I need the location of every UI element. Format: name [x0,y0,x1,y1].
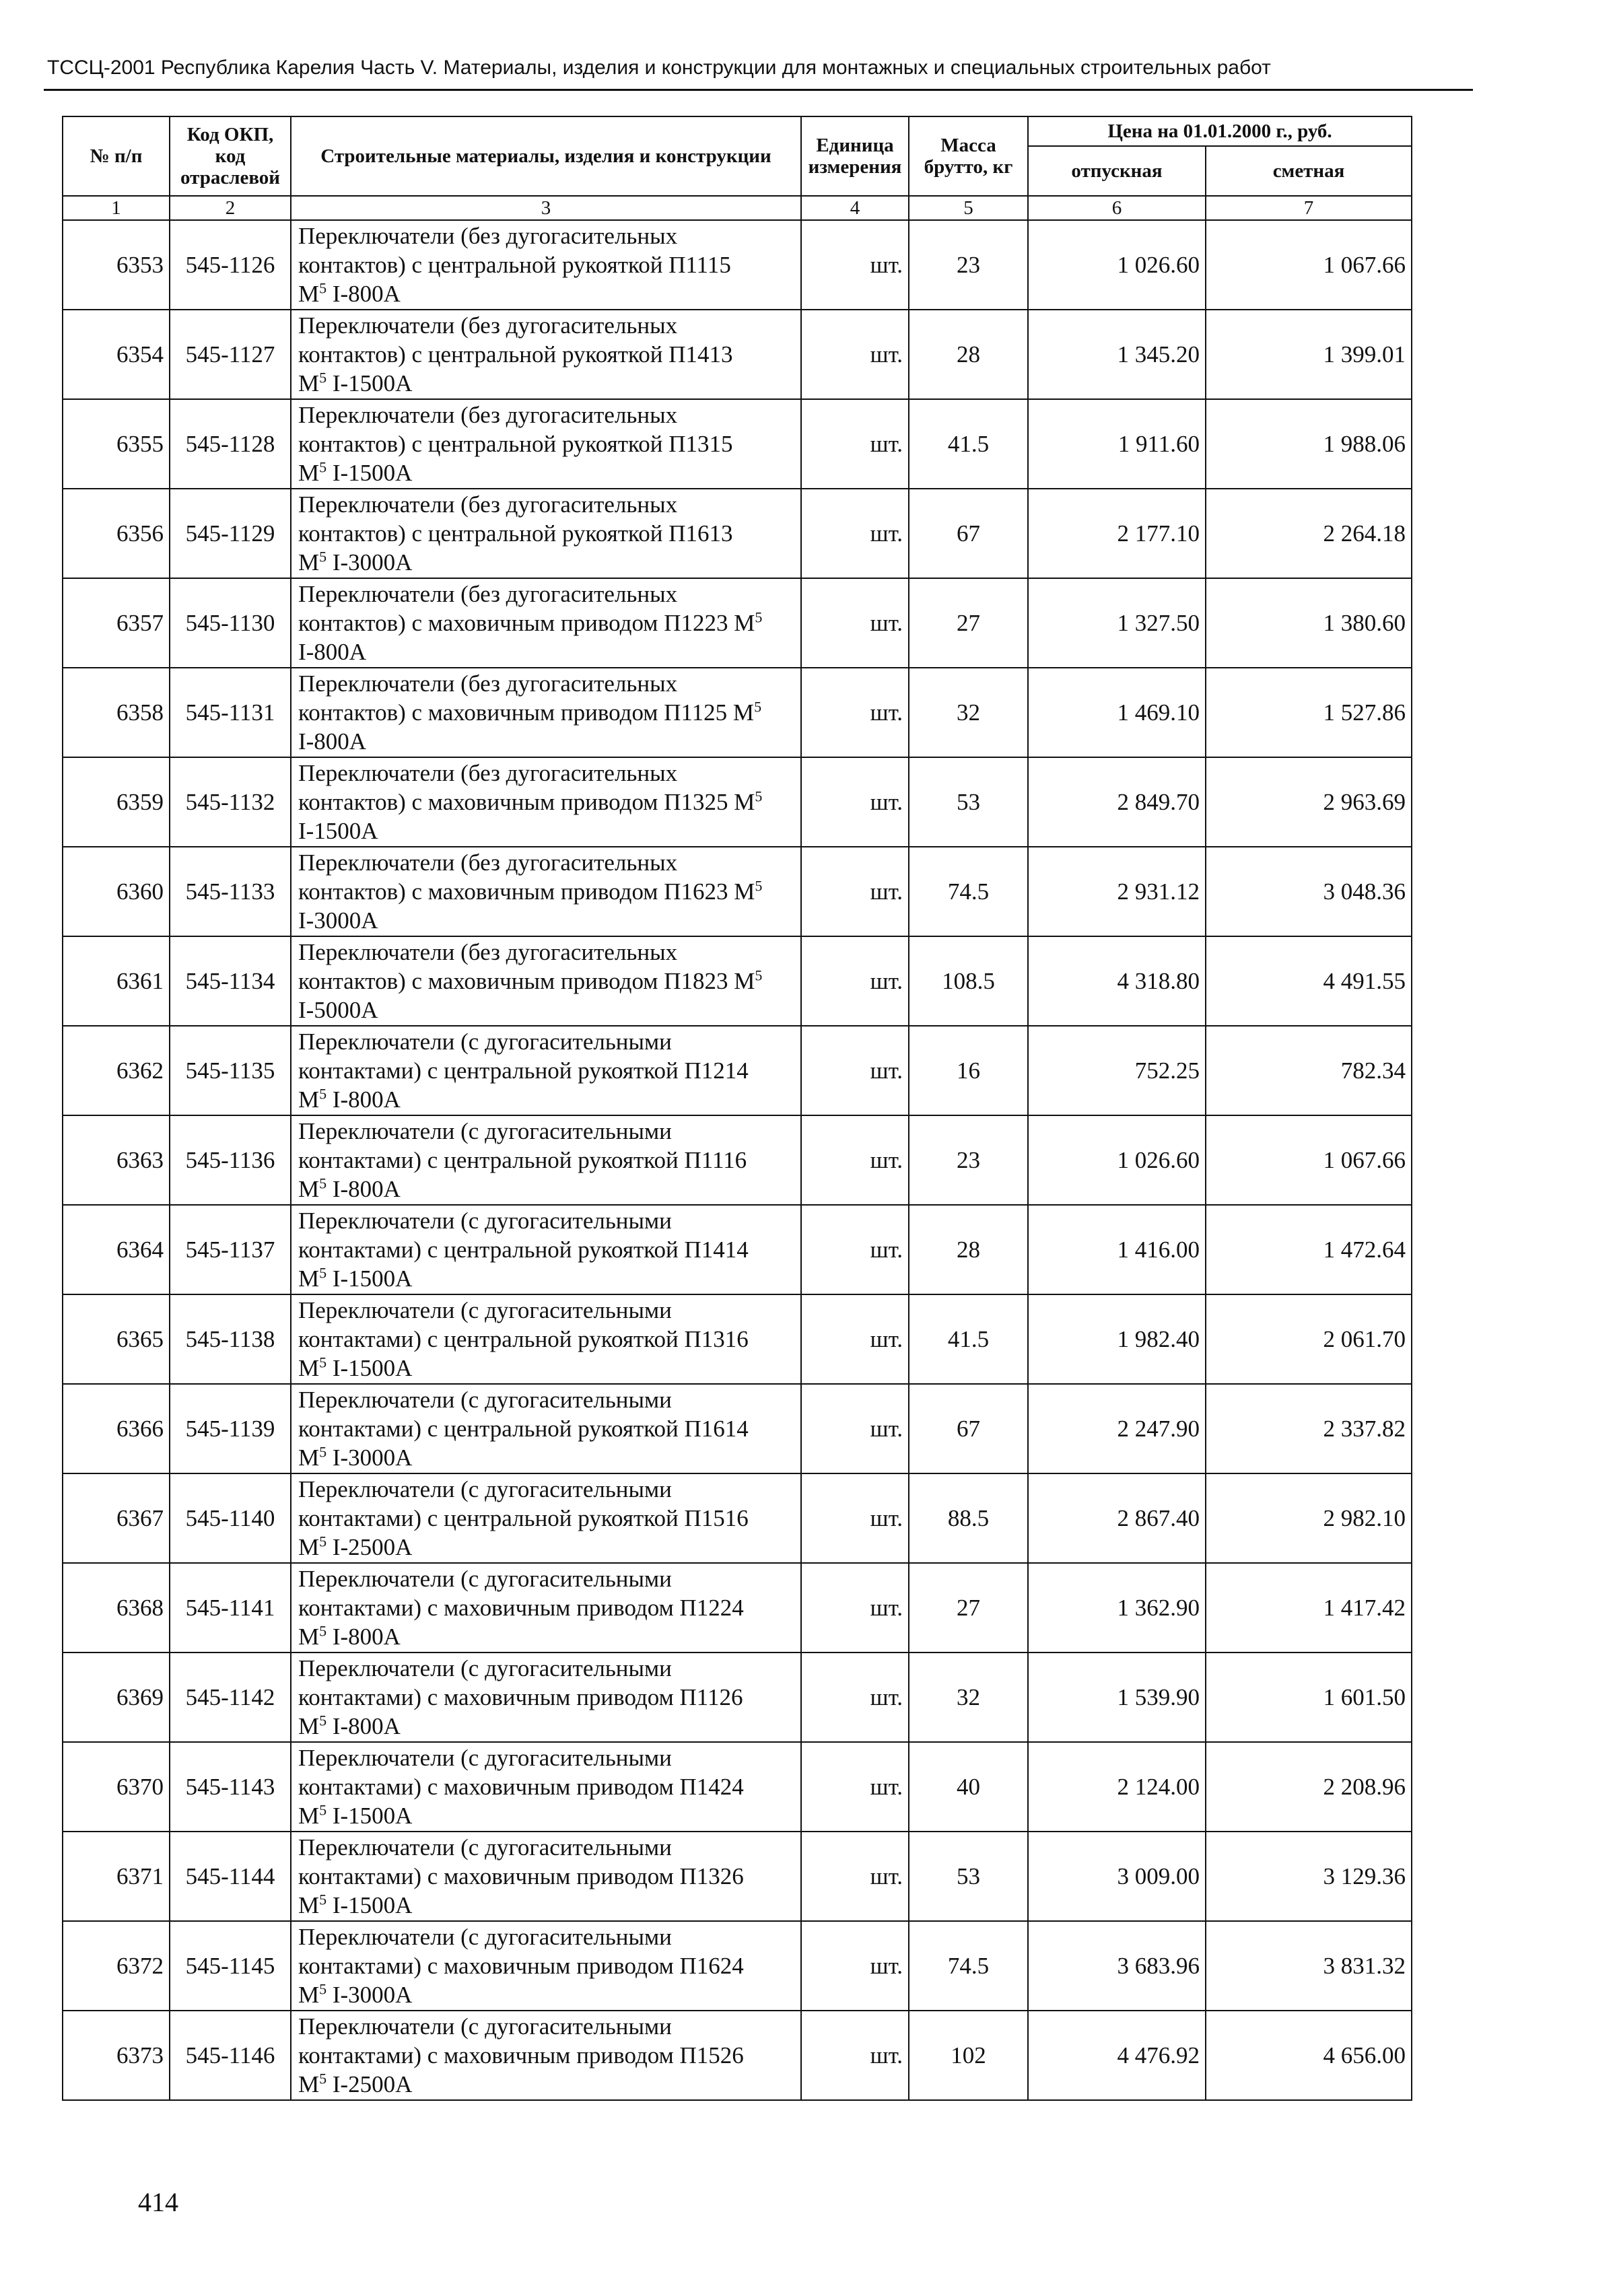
name-superscript: 5 [755,877,763,895]
name-line: М [298,2071,320,2097]
name-superscript: 5 [319,1980,327,1998]
cell-price-estimate: 1 472.64 [1206,1205,1412,1294]
name-line: М [298,370,320,396]
column-number: 5 [909,196,1028,220]
name-line: I-3000А [298,907,378,934]
cell-price-estimate: 1 527.86 [1206,668,1412,757]
name-line: Переключатели (без дугогасительных [298,760,678,786]
cell-price-release: 1 469.10 [1028,668,1206,757]
name-line: контактами) с маховичным приводом П1424 [298,1774,744,1800]
cell-name [291,668,801,757]
name-line: Переключатели (без дугогасительных [298,849,678,876]
cell-price-estimate: 2 208.96 [1206,1742,1412,1832]
cell-price-release: 4 318.80 [1028,936,1206,1026]
cell-code: 545-1145 [170,1921,291,2011]
cell-price-release: 1 345.20 [1028,310,1206,399]
cell-code: 545-1141 [170,1563,291,1653]
cell-code: 545-1136 [170,1115,291,1205]
name-superscript: 5 [755,788,763,805]
cell-price-release: 2 177.10 [1028,489,1206,578]
name-line: М [298,1624,320,1650]
name-line: контактами) с центральной рукояткой П1116 [298,1147,747,1173]
cell-name [291,1384,801,1473]
name-superscript: 5 [319,2070,327,2087]
name-superscript: 5 [319,458,327,476]
cell-mass: 41.5 [909,399,1028,489]
cell-unit: шт. [801,847,909,936]
cell-code: 545-1137 [170,1205,291,1294]
name-line: I-800А [326,1713,401,1739]
name-line: Переключатели (без дугогасительных [298,491,678,518]
name-superscript: 5 [319,279,327,297]
cell-mass: 40 [909,1742,1028,1832]
column-number-row [63,196,1412,220]
cell-price-release: 2 247.90 [1028,1384,1206,1473]
name-line: Переключатели (без дугогасительных [298,312,678,339]
table-row [63,399,1412,489]
name-line: М [298,1355,320,1381]
cell-unit: шт. [801,1742,909,1832]
name-line: I-800А [326,1624,401,1650]
name-line: I-3000А [326,1982,413,2008]
cell-idx: 6356 [63,489,170,578]
table-row [63,1742,1412,1832]
cell-idx: 6373 [63,2011,170,2100]
cell-unit: шт. [801,399,909,489]
name-line: контактов) с маховичным приводом П1823 М [298,968,755,994]
table-row [63,1832,1412,1921]
name-line: контактов) с центральной рукояткой П1613 [298,520,733,547]
column-number: 4 [801,196,909,220]
cell-mass: 23 [909,1115,1028,1205]
cell-unit: шт. [801,757,909,847]
name-line: I-1500А [326,370,413,396]
cell-price-estimate: 4 491.55 [1206,936,1412,1026]
name-superscript: 5 [319,1712,327,1729]
cell-price-estimate: 2 337.82 [1206,1384,1412,1473]
cell-code: 545-1129 [170,489,291,578]
name-superscript: 5 [319,1622,327,1640]
name-line: I-800А [326,281,401,307]
cell-price-release: 1 327.50 [1028,578,1206,668]
cell-mass: 41.5 [909,1294,1028,1384]
col-header-unit: Единица измерения [801,116,909,196]
cell-code: 545-1142 [170,1653,291,1742]
name-superscript: 5 [319,1175,327,1192]
cell-code: 545-1135 [170,1026,291,1115]
name-line: контактов) с маховичным приводом П1623 М [298,878,755,905]
cell-unit: шт. [801,310,909,399]
cell-price-release: 4 476.92 [1028,2011,1206,2100]
name-line: Переключатели (без дугогасительных [298,581,678,607]
cell-mass: 88.5 [909,1473,1028,1563]
cell-mass: 32 [909,668,1028,757]
cell-price-estimate: 2 061.70 [1206,1294,1412,1384]
cell-name [291,1205,801,1294]
table-row [63,310,1412,399]
cell-name [291,1294,801,1384]
table-row [63,1026,1412,1115]
cell-unit: шт. [801,578,909,668]
name-line: Переключатели (с дугогасительными [298,1297,672,1323]
cell-unit: шт. [801,1115,909,1205]
cell-name [291,2011,801,2100]
cell-name [291,578,801,668]
cell-mass: 28 [909,310,1028,399]
name-superscript: 5 [319,1801,327,1819]
running-header: ТССЦ-2001 Республика Карелия Часть V. Материалы, изделия и конструкции для монтажных и специальных строительных работ [47,57,1271,79]
cell-idx: 6353 [63,220,170,310]
cell-unit: шт. [801,1384,909,1473]
name-line: Переключатели (с дугогасительными [298,1208,672,1234]
name-line: контактов) с центральной рукояткой П1115 [298,252,731,278]
col-header-price-estimate: сметная [1206,146,1412,196]
table-row [63,1384,1412,1473]
table-row [63,757,1412,847]
name-superscript: 5 [319,1443,327,1461]
name-line: I-1500А [326,1892,413,1918]
cell-mass: 74.5 [909,847,1028,936]
name-line: М [298,1534,320,1560]
name-line: Переключатели (с дугогасительными [298,1834,672,1860]
name-line: контактов) с центральной рукояткой П1315 [298,431,733,457]
cell-idx: 6359 [63,757,170,847]
cell-code: 545-1138 [170,1294,291,1384]
table-row [63,1115,1412,1205]
cell-unit: шт. [801,2011,909,2100]
cell-unit: шт. [801,1026,909,1115]
cell-mass: 74.5 [909,1921,1028,2011]
cell-code: 545-1132 [170,757,291,847]
cell-name [291,1832,801,1921]
name-superscript: 5 [319,1085,327,1103]
name-line: I-800А [298,639,367,665]
name-line: М [298,281,320,307]
cell-unit: шт. [801,1473,909,1563]
name-line: контактами) с маховичным приводом П1526 [298,2042,744,2068]
name-line: I-3000А [326,1445,413,1471]
table-row [63,936,1412,1026]
cell-mass: 53 [909,1832,1028,1921]
table-row [63,1563,1412,1653]
name-line: I-1500А [298,818,378,844]
cell-price-estimate: 3 129.36 [1206,1832,1412,1921]
cell-unit: шт. [801,1563,909,1653]
cell-code: 545-1127 [170,310,291,399]
table-row [63,1294,1412,1384]
price-table [62,116,1412,2101]
name-line: контактами) с маховичным приводом П1326 [298,1863,744,1889]
cell-price-release: 1 026.60 [1028,1115,1206,1205]
cell-idx: 6354 [63,310,170,399]
cell-name [291,1026,801,1115]
cell-name [291,936,801,1026]
name-line: Переключатели (с дугогасительными [298,1476,672,1502]
cell-price-release: 752.25 [1028,1026,1206,1115]
name-line: I-5000А [298,997,378,1023]
name-line: контактов) с маховичным приводом П1223 М [298,610,755,636]
cell-price-release: 2 124.00 [1028,1742,1206,1832]
name-line: Переключатели (с дугогасительными [298,1566,672,1592]
cell-name [291,847,801,936]
cell-price-estimate: 1 067.66 [1206,220,1412,310]
name-line: М [298,460,320,486]
cell-idx: 6366 [63,1384,170,1473]
name-superscript: 5 [755,608,763,626]
name-line: I-800А [298,728,367,755]
col-header-price-group: Цена на 01.01.2000 г., руб. [1028,116,1412,146]
cell-price-estimate: 1 067.66 [1206,1115,1412,1205]
name-line: контактами) с центральной рукояткой П1516 [298,1505,749,1531]
name-superscript: 5 [319,1264,327,1282]
name-line: I-1500А [326,1803,413,1829]
cell-mass: 27 [909,578,1028,668]
name-line: Переключатели (без дугогасительных [298,939,678,965]
name-line: контактами) с центральной рукояткой П1316 [298,1326,749,1352]
cell-idx: 6362 [63,1026,170,1115]
cell-price-release: 1 362.90 [1028,1563,1206,1653]
name-line: Переключатели (без дугогасительных [298,670,678,697]
cell-name [291,1563,801,1653]
name-line: Переключатели (с дугогасительными [298,2013,672,2040]
cell-name [291,757,801,847]
cell-unit: шт. [801,936,909,1026]
cell-unit: шт. [801,1653,909,1742]
cell-mass: 28 [909,1205,1028,1294]
header-rule [44,89,1473,91]
cell-price-estimate: 1 417.42 [1206,1563,1412,1653]
cell-code: 545-1146 [170,2011,291,2100]
cell-code: 545-1140 [170,1473,291,1563]
cell-price-estimate: 2 982.10 [1206,1473,1412,1563]
cell-idx: 6363 [63,1115,170,1205]
cell-price-estimate: 1 399.01 [1206,310,1412,399]
cell-unit: шт. [801,1294,909,1384]
name-line: М [298,1713,320,1739]
cell-price-release: 1 911.60 [1028,399,1206,489]
cell-unit: шт. [801,220,909,310]
cell-unit: шт. [801,1205,909,1294]
name-line: I-1500А [326,1265,413,1292]
name-superscript: 5 [755,967,763,984]
cell-price-release: 2 849.70 [1028,757,1206,847]
cell-mass: 32 [909,1653,1028,1742]
cell-price-release: 3 009.00 [1028,1832,1206,1921]
cell-code: 545-1130 [170,578,291,668]
cell-mass: 53 [909,757,1028,847]
cell-price-release: 1 539.90 [1028,1653,1206,1742]
cell-price-release: 3 683.96 [1028,1921,1206,2011]
table-row [63,220,1412,310]
cell-price-release: 2 867.40 [1028,1473,1206,1563]
cell-idx: 6370 [63,1742,170,1832]
table-row [63,668,1412,757]
col-header-price-release: отпускная [1028,146,1206,196]
name-line: I-800А [326,1086,401,1113]
cell-code: 545-1126 [170,220,291,310]
name-superscript: 5 [319,369,327,386]
table-row [63,1205,1412,1294]
cell-price-estimate: 3 048.36 [1206,847,1412,936]
cell-price-estimate: 2 264.18 [1206,489,1412,578]
name-line: контактов) с центральной рукояткой П1413 [298,341,733,368]
page-number: 414 [138,2187,178,2217]
cell-mass: 102 [909,2011,1028,2100]
column-number: 3 [291,196,801,220]
table-row [63,578,1412,668]
cell-name [291,399,801,489]
name-line: М [298,1803,320,1829]
cell-idx: 6365 [63,1294,170,1384]
name-line: контактов) с маховичным приводом П1125 М [298,699,755,726]
table-row [63,1921,1412,2011]
name-line: I-3000А [326,549,413,576]
name-line: контактами) с центральной рукояткой П1414 [298,1237,749,1263]
name-line: М [298,1892,320,1918]
cell-price-estimate: 2 963.69 [1206,757,1412,847]
name-line: Переключатели (с дугогасительными [298,1655,672,1681]
name-line: М [298,1982,320,2008]
cell-price-release: 1 982.40 [1028,1294,1206,1384]
name-line: контактами) с центральной рукояткой П1214 [298,1057,749,1084]
cell-unit: шт. [801,1832,909,1921]
cell-unit: шт. [801,668,909,757]
cell-mass: 23 [909,220,1028,310]
name-line: М [298,1445,320,1471]
table-row [63,2011,1412,2100]
cell-code: 545-1143 [170,1742,291,1832]
column-number: 1 [63,196,170,220]
name-line: контактов) с маховичным приводом П1325 М [298,789,755,815]
cell-mass: 16 [909,1026,1028,1115]
name-superscript: 5 [754,698,762,716]
cell-idx: 6361 [63,936,170,1026]
cell-idx: 6367 [63,1473,170,1563]
cell-unit: шт. [801,489,909,578]
cell-idx: 6364 [63,1205,170,1294]
cell-name [291,310,801,399]
name-line: I-1500А [326,460,413,486]
cell-code: 545-1139 [170,1384,291,1473]
table-row [63,1473,1412,1563]
name-line: контактами) с центральной рукояткой П1614 [298,1416,749,1442]
cell-mass: 108.5 [909,936,1028,1026]
cell-code: 545-1144 [170,1832,291,1921]
cell-name [291,1653,801,1742]
cell-name [291,1742,801,1832]
cell-price-release: 1 026.60 [1028,220,1206,310]
name-line: I-2500А [326,1534,413,1560]
cell-name [291,1473,801,1563]
col-header-code: Код ОКП, код отраслевой [170,116,291,196]
cell-mass: 27 [909,1563,1028,1653]
cell-name [291,489,801,578]
cell-idx: 6357 [63,578,170,668]
cell-code: 545-1133 [170,847,291,936]
table-row [63,847,1412,936]
cell-idx: 6358 [63,668,170,757]
cell-mass: 67 [909,1384,1028,1473]
cell-price-estimate: 3 831.32 [1206,1921,1412,2011]
col-header-mass: Масса брутто, кг [909,116,1028,196]
name-line: Переключатели (с дугогасительными [298,1029,672,1055]
name-line: контактами) с маховичным приводом П1126 [298,1684,743,1710]
name-line: I-1500А [326,1355,413,1381]
name-superscript: 5 [319,1533,327,1550]
cell-price-estimate: 1 601.50 [1206,1653,1412,1742]
name-line: М [298,1265,320,1292]
col-header-name: Строительные материалы, изделия и конструкции [291,116,801,196]
name-line: М [298,1086,320,1113]
cell-price-estimate: 782.34 [1206,1026,1412,1115]
cell-price-estimate: 1 988.06 [1206,399,1412,489]
cell-unit: шт. [801,1921,909,2011]
cell-code: 545-1128 [170,399,291,489]
cell-idx: 6372 [63,1921,170,2011]
cell-price-estimate: 1 380.60 [1206,578,1412,668]
name-line: Переключатели (без дугогасительных [298,223,678,249]
cell-idx: 6355 [63,399,170,489]
table-row [63,489,1412,578]
cell-idx: 6368 [63,1563,170,1653]
cell-mass: 67 [909,489,1028,578]
name-line: Переключатели (без дугогасительных [298,402,678,428]
name-line: М [298,549,320,576]
cell-idx: 6360 [63,847,170,936]
cell-price-estimate: 4 656.00 [1206,2011,1412,2100]
name-line: контактами) с маховичным приводом П1624 [298,1953,744,1979]
name-line: контактами) с маховичным приводом П1224 [298,1595,744,1621]
cell-code: 545-1134 [170,936,291,1026]
column-number: 6 [1028,196,1206,220]
col-header-idx: № п/п [63,116,170,196]
cell-name [291,1115,801,1205]
name-superscript: 5 [319,1354,327,1371]
cell-name [291,220,801,310]
name-superscript: 5 [319,548,327,565]
column-number: 7 [1206,196,1412,220]
name-line: I-800А [326,1176,401,1202]
cell-price-release: 1 416.00 [1028,1205,1206,1294]
cell-idx: 6369 [63,1653,170,1742]
column-number: 2 [170,196,291,220]
name-line: М [298,1176,320,1202]
table-row [63,1653,1412,1742]
name-line: Переключатели (с дугогасительными [298,1745,672,1771]
cell-idx: 6371 [63,1832,170,1921]
name-line: I-2500А [326,2071,413,2097]
cell-price-release: 2 931.12 [1028,847,1206,936]
cell-name [291,1921,801,2011]
cell-code: 545-1131 [170,668,291,757]
name-line: Переключатели (с дугогасительными [298,1118,672,1144]
name-line: Переключатели (с дугогасительными [298,1387,672,1413]
name-line: Переключатели (с дугогасительными [298,1924,672,1950]
name-superscript: 5 [319,1891,327,1908]
